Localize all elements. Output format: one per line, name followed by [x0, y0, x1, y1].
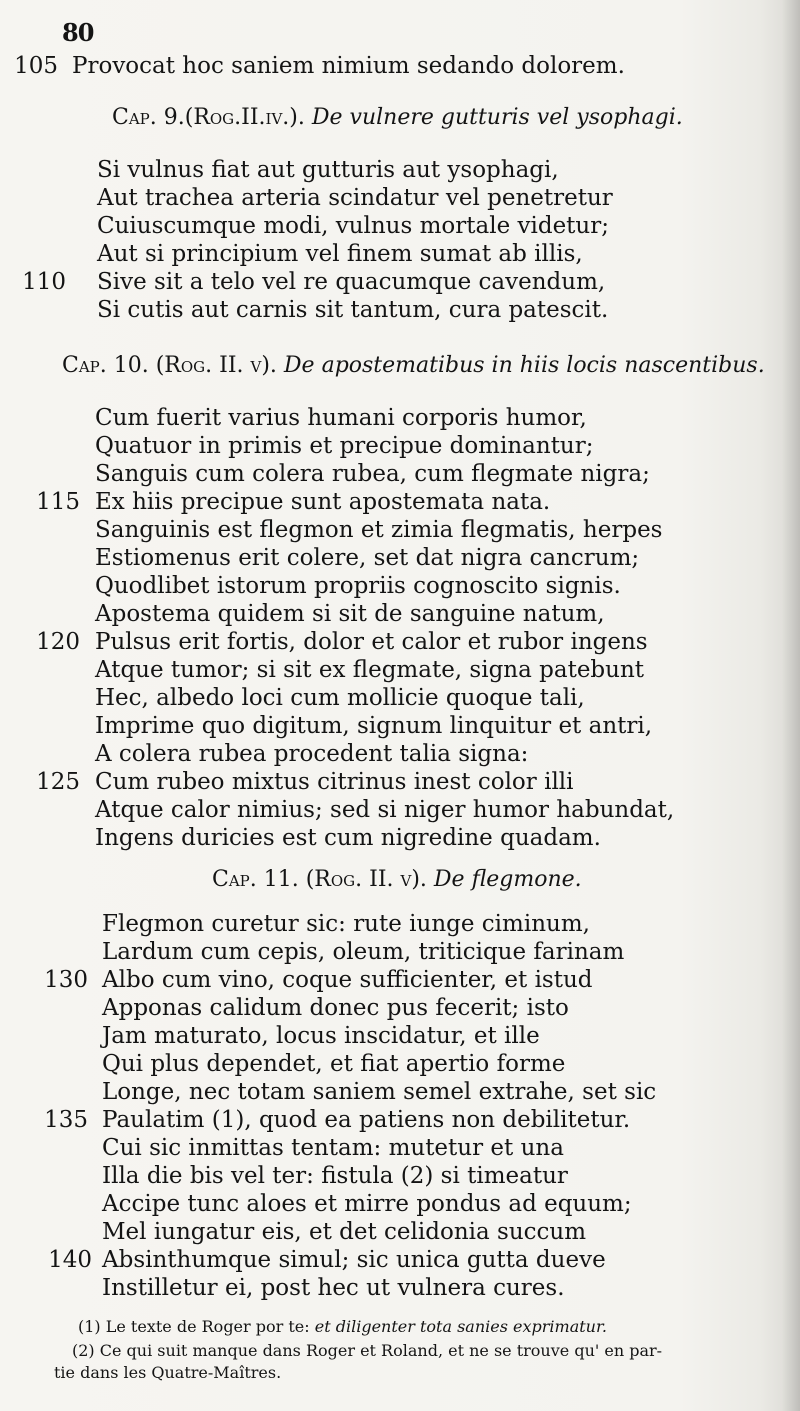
footnote-1-italic: et diligenter tota sanies exprimatur. — [314, 1317, 607, 1336]
line-number: 110 — [22, 269, 66, 295]
verse-line: Si cutis aut carnis sit tantum, cura patescit. — [97, 297, 609, 323]
line-number: 105 — [14, 53, 58, 79]
verse-line: Cum fuerit varius humani corporis humor, — [95, 405, 587, 431]
verse-line: Flegmon curetur sic: rute iunge ciminum, — [102, 911, 590, 937]
verse-line: Jam maturato, locus inscidatur, et ille — [102, 1023, 540, 1049]
verse-line: Quodlibet istorum propriis cognoscito signis. — [95, 573, 621, 599]
chapter-label: Cap. 11. (Rog. II. v). — [212, 867, 427, 892]
verse-line: Sanguinis est flegmon et zimia flegmatis, herpes — [95, 517, 663, 543]
line-number: 135 — [44, 1107, 88, 1133]
line-number: 120 — [36, 629, 80, 655]
verse-line: Cum rubeo mixtus citrinus inest color illi — [95, 769, 574, 795]
verse-line: Aut si principium vel finem sumat ab illis, — [97, 241, 583, 267]
chapter-title: De vulnere gutturis vel ysophagi. — [311, 105, 683, 130]
verse-line: Longe, nec totam saniem semel extrahe, set sic — [102, 1079, 657, 1105]
footnote-1 — [78, 1316, 607, 1338]
chapter-label: Cap. 9.(Rog.II.iv.). — [112, 105, 305, 130]
verse-line: A colera rubea procedent talia signa: — [95, 741, 529, 767]
verse-line: Quatuor in primis et precipue dominantur; — [95, 433, 594, 459]
verse-line: Accipe tunc aloes et mirre pondus ad equum; — [102, 1191, 632, 1217]
chapter-label: Cap. 10. (Rog. II. v). — [62, 353, 277, 378]
verse-line: Ex hiis precipue sunt apostemata nata. — [95, 489, 551, 515]
verse-line: Atque tumor; si sit ex flegmate, signa patebunt — [95, 657, 645, 683]
verse-line: Imprime quo digitum, signum linquitur et antri, — [95, 713, 653, 739]
verse-line: Paulatim (1), quod ea patiens non debilitetur. — [102, 1107, 631, 1133]
line-number: 130 — [44, 967, 88, 993]
page-number: 80 — [62, 18, 94, 47]
verse-line: Apponas calidum donec pus fecerit; isto — [102, 995, 569, 1021]
line-number: 140 — [48, 1247, 92, 1273]
chapter-heading — [212, 866, 582, 894]
verse-line: Cui sic inmittas tentam: mutetur et una — [102, 1135, 564, 1161]
verse-line: Mel iungatur eis, et det celidonia succum — [102, 1219, 587, 1245]
chapter-heading — [112, 104, 683, 132]
chapter-title: De apostematibus in hiis locis nascentibus. — [283, 353, 765, 378]
footnote-1-text: (1) Le texte de Roger por te: — [78, 1317, 310, 1336]
line-number: 125 — [36, 769, 80, 795]
verse-line: Illa die bis vel ter: fistula (2) si timeatur — [102, 1163, 568, 1189]
footnote-2-line-2: tie dans les Quatre-Maîtres. — [54, 1363, 282, 1382]
verse-line: Hec, albedo loci cum mollicie quoque tali, — [95, 685, 585, 711]
verse-line: Sive sit a telo vel re quacumque cavendum, — [97, 269, 606, 295]
line-number: 115 — [36, 489, 80, 515]
verse-line: Absinthumque simul; sic unica gutta dueve — [102, 1247, 606, 1273]
verse-line: Lardum cum cepis, oleum, triticique farinam — [102, 939, 625, 965]
verse-line: Sanguis cum colera rubea, cum flegmate nigra; — [95, 461, 650, 487]
verse-line: Albo cum vino, coque sufficienter, et istud — [102, 967, 593, 993]
verse-line: Estiomenus erit colere, set dat nigra cancrum; — [95, 545, 640, 571]
chapter-title: De flegmone. — [433, 867, 582, 892]
page-edge-shadow — [782, 0, 800, 1411]
verse-line: Atque calor nimius; sed si niger humor habundat, — [95, 797, 675, 823]
verse-line: Aut trachea arteria scindatur vel penetretur — [97, 185, 613, 211]
verse-line: Si vulnus fiat aut gutturis aut ysophagi, — [97, 157, 559, 183]
verse-line: Ingens duricies est cum nigredine quadam. — [95, 825, 601, 851]
verse-line: Cuiuscumque modi, vulnus mortale videtur; — [97, 213, 609, 239]
footnote-2-line-1: (2) Ce qui suit manque dans Roger et Roland, et ne se trouve qu' en par- — [72, 1341, 663, 1360]
verse-line: Qui plus dependet, et fiat apertio forme — [102, 1051, 566, 1077]
verse-line: Provocat hoc saniem nimium sedando dolorem. — [72, 53, 625, 79]
verse-line: Apostema quidem si sit de sanguine natum, — [95, 601, 605, 627]
verse-line: Pulsus erit fortis, dolor et calor et rubor ingens — [95, 629, 648, 655]
verse-line: Instilletur ei, post hec ut vulnera cures. — [102, 1275, 565, 1301]
chapter-heading — [62, 352, 765, 380]
